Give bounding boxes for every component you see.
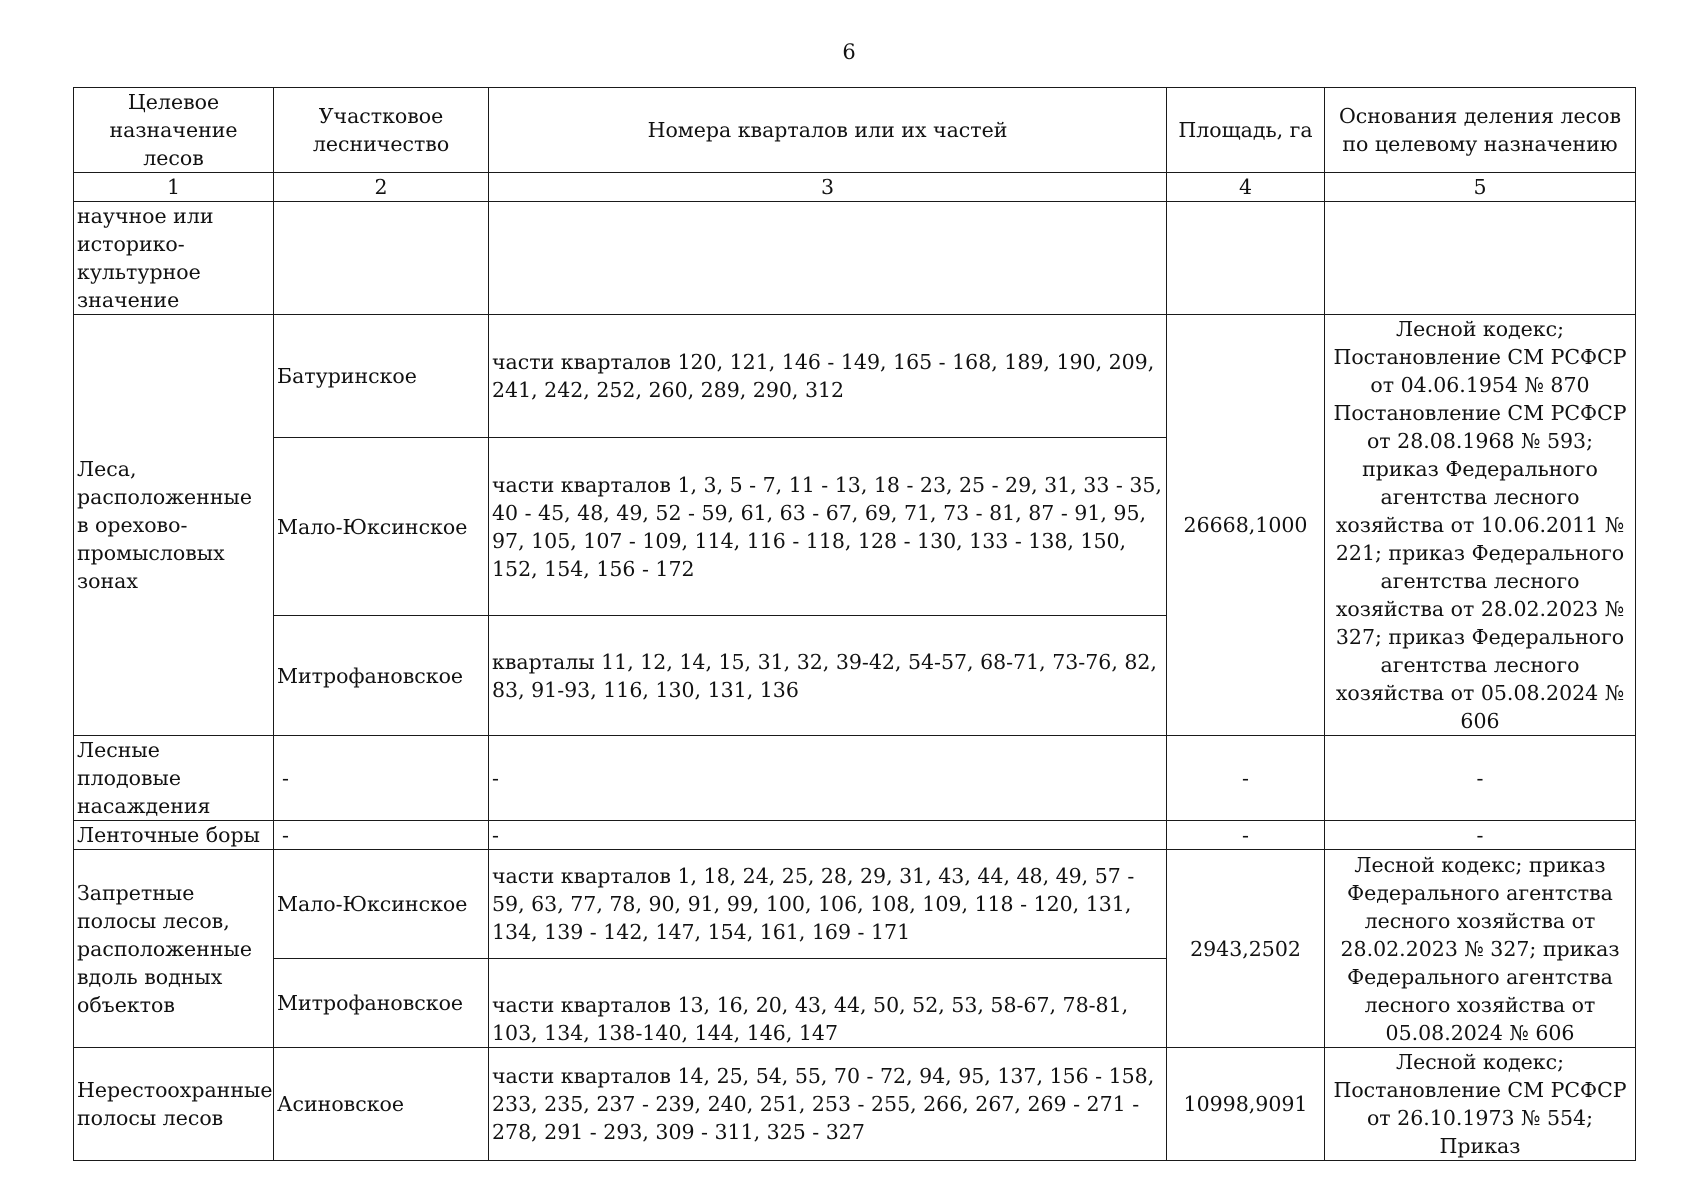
table-row — [74, 202, 1636, 315]
basis-cell: - — [1325, 736, 1636, 821]
quarters-cell: части кварталов 14, 25, 54, 55, 70 - 72, 94, 95, 137, 156 - 158, 233, 235, 237 - 239, 240, 251, 253 - 255, 266, 267, 269 - 271 - 278, 291 - 293, 309 - 311, 325 - 327 — [489, 1048, 1167, 1161]
district-cell: Мало-Юксинское — [274, 850, 489, 959]
basis-cell: Лесной кодекс; приказ Федерального агентства лесного хозяйства от 28.02.2023 № 327; приказ Федерального агентства лесного хозяйства от 05.08.2024 № 606 — [1325, 850, 1636, 1048]
header-district: Участковое лесничество — [274, 88, 489, 173]
page-number: 6 — [842, 40, 856, 64]
district-cell: - — [274, 736, 489, 821]
basis-cell: - — [1325, 821, 1636, 850]
header-quarters: Номера кварталов или их частей — [489, 88, 1167, 173]
district-cell: Митрофановское — [274, 959, 489, 1048]
purpose-cell: Нерестоохранные полосы лесов — [74, 1048, 274, 1161]
basis-cell: Лесной кодекс; Постановление СМ РСФСР от 04.06.1954 № 870 Постановление СМ РСФСР от 28.08.1968 № 593; приказ Федерального агентства лесного хозяйства от 10.06.2011 № 221; приказ Федерального агентства лесного хозяйства от 28.02.2023 № 327; приказ Федерального агентства лесного хозяйства от 05.08.2024 № 606 — [1325, 315, 1636, 736]
area-cell: 2943,2502 — [1167, 850, 1325, 1048]
quarters-cell: части кварталов 1, 18, 24, 25, 28, 29, 31, 43, 44, 48, 49, 57 - 59, 63, 77, 78, 90, 91, 99, 100, 106, 108, 109, 118 - 120, 131, 134, 139 - 142, 147, 154, 161, 169 - 171 — [489, 850, 1167, 959]
quarters-cell — [489, 202, 1167, 315]
quarters-cell: части кварталов 13, 16, 20, 43, 44, 50, 52, 53, 58-67, 78-81, 103, 134, 138-140, 144, 146, 147 — [489, 959, 1167, 1048]
column-number: 3 — [489, 173, 1167, 202]
district-cell: - — [274, 821, 489, 850]
district-cell: Митрофановское — [274, 616, 489, 736]
table-row — [74, 1048, 1636, 1161]
area-cell: - — [1167, 821, 1325, 850]
district-cell — [274, 202, 489, 315]
purpose-cell: Ленточные боры — [74, 821, 274, 850]
header-row — [74, 88, 1636, 173]
column-number: 5 — [1325, 173, 1636, 202]
header-purpose: Целевое назначение лесов — [74, 88, 274, 173]
purpose-cell: научное или историко-культурное значение — [74, 202, 274, 315]
district-cell: Батуринское — [274, 315, 489, 438]
header-area: Площадь, га — [1167, 88, 1325, 173]
forest-division-table — [73, 87, 1636, 1161]
quarters-cell: - — [489, 821, 1167, 850]
district-cell: Асиновское — [274, 1048, 489, 1161]
area-cell: - — [1167, 736, 1325, 821]
area-cell: 26668,1000 — [1167, 315, 1325, 736]
area-cell: 10998,9091 — [1167, 1048, 1325, 1161]
table-row — [74, 315, 1636, 438]
quarters-cell: части кварталов 1, 3, 5 - 7, 11 - 13, 18 - 23, 25 - 29, 31, 33 - 35, 40 - 45, 48, 49, 52 - 59, 61, 63 - 67, 69, 71, 73 - 81, 87 - 91, 95, 97, 105, 107 - 109, 114, 116 - 118, 128 - 130, 133 - 138, 150, 152, 154, 156 - 172 — [489, 438, 1167, 616]
basis-cell — [1325, 202, 1636, 315]
column-number: 2 — [274, 173, 489, 202]
table-row — [74, 821, 1636, 850]
header-basis: Основания деления лесов по целевому назначению — [1325, 88, 1636, 173]
table-row — [74, 850, 1636, 959]
quarters-cell: кварталы 11, 12, 14, 15, 31, 32, 39-42, 54-57, 68-71, 73-76, 82, 83, 91-93, 116, 130, 131, 136 — [489, 616, 1167, 736]
basis-cell: Лесной кодекс; Постановление СМ РСФСР от 26.10.1973 № 554; Приказ — [1325, 1048, 1636, 1161]
quarters-cell: - — [489, 736, 1167, 821]
quarters-cell: части кварталов 120, 121, 146 - 149, 165 - 168, 189, 190, 209, 241, 242, 252, 260, 289, 290, 312 — [489, 315, 1167, 438]
column-number: 4 — [1167, 173, 1325, 202]
purpose-cell: Леса, расположенные в орехово-промысловых зонах — [74, 315, 274, 736]
column-number: 1 — [74, 173, 274, 202]
district-cell: Мало-Юксинское — [274, 438, 489, 616]
purpose-cell: Запретные полосы лесов, расположенные вдоль водных объектов — [74, 850, 274, 1048]
purpose-cell: Лесные плодовые насаждения — [74, 736, 274, 821]
area-cell — [1167, 202, 1325, 315]
table-row — [74, 736, 1636, 821]
column-number-row — [74, 173, 1636, 202]
